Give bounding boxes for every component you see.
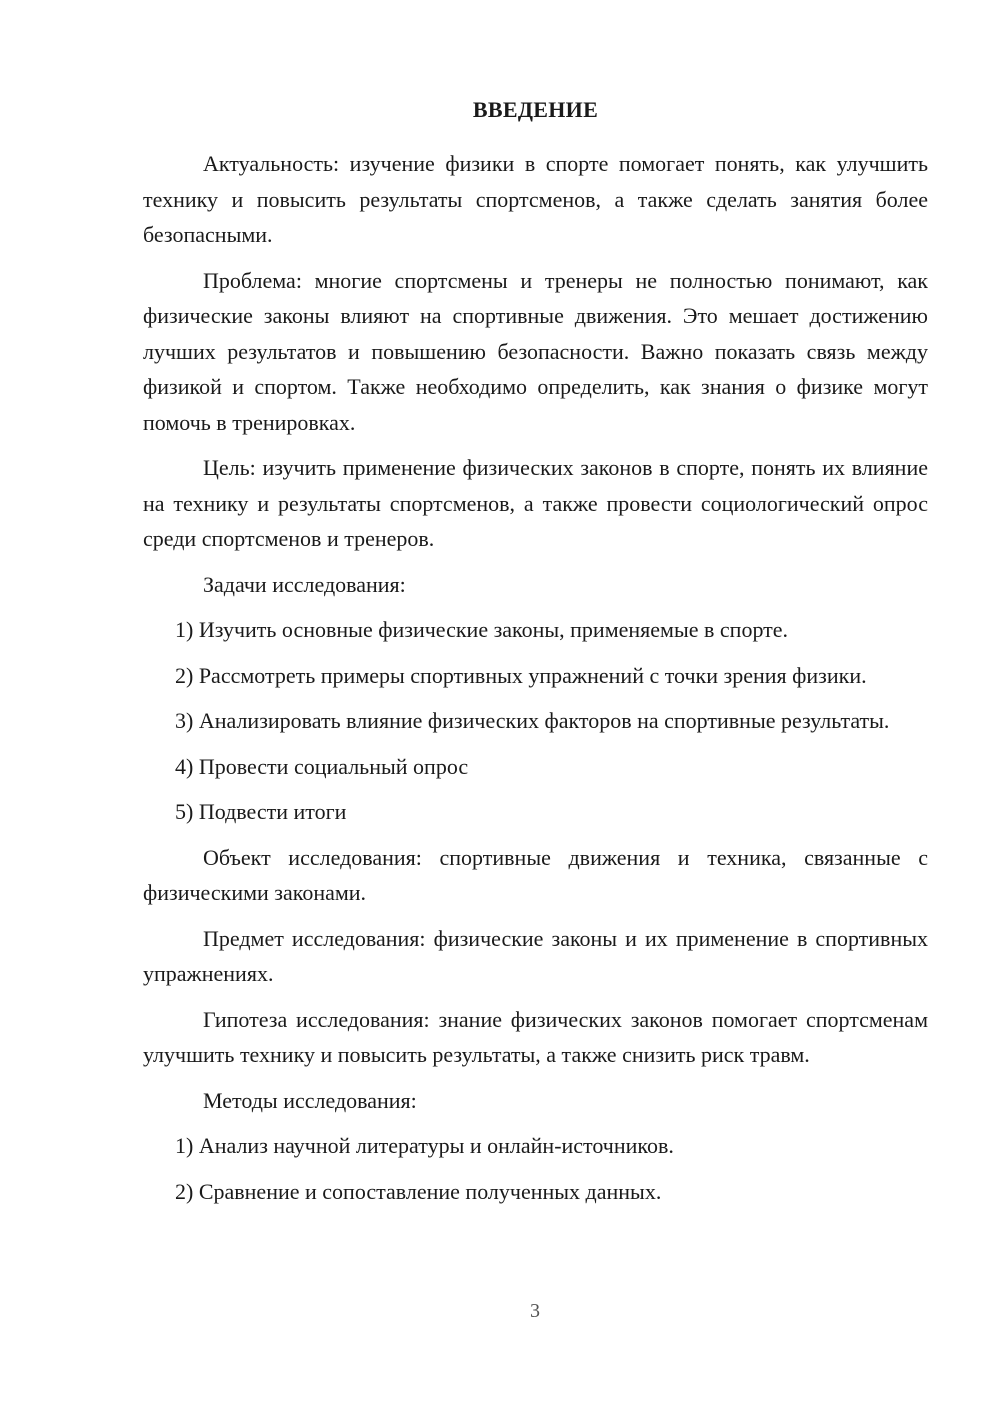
page-title: ВВЕДЕНИЕ xyxy=(472,97,599,122)
task-item-1: 1) Изучить основные физические законы, применяемые в спорте. xyxy=(175,617,789,642)
method-item-1: 1) Анализ научной литературы и онлайн-источников. xyxy=(175,1133,674,1158)
problem-paragraph: Проблема: многие спортсмены и тренеры не полностью понимают, как физические законы влияют на спортивные движения. Это мешает достижению лучших результатов и повышению безопасности. Важно показать связь между физикой и спортом. Также необходимо определить, как знания о физике могут помочь в тренировках. xyxy=(143,267,928,435)
task-item-4: 4) Провести социальный опрос xyxy=(175,753,469,779)
methods-heading: Методы исследования: xyxy=(203,1087,417,1113)
task-item-2: 2) Рассмотреть примеры спортивных упражнений с точки зрения физики. xyxy=(175,662,867,688)
document-page xyxy=(143,92,928,1219)
task-item-3: 3) Анализировать влияние физических факторов на спортивные результаты. xyxy=(175,708,890,733)
object-paragraph: Объект исследования: спортивные движения и техника, связанные с физическими законами. xyxy=(143,844,928,905)
subject-paragraph: Предмет исследования: физические законы и их применение в спортивных упражнениях. xyxy=(143,925,928,986)
method-item-2: 2) Сравнение и сопоставление полученных данных. xyxy=(175,1178,662,1204)
hypothesis-paragraph: Гипотеза исследования: знание физических законов помогает спортсменам улучшить технику и повысить результаты, а также снизить риск травм. xyxy=(143,1006,928,1067)
relevance-paragraph: Актуальность: изучение физики в спорте помогает понять, как улучшить технику и повысить результаты спортсменов, а также сделать занятия более безопасными. xyxy=(143,151,928,247)
tasks-heading: Задачи исследования: xyxy=(203,571,406,597)
task-item-5: 5) Подвести итоги xyxy=(175,799,347,824)
goal-paragraph: Цель: изучить применение физических законов в спорте, понять их влияние на технику и результаты спортсменов, а также провести социологический опрос среди спортсменов и тренеров. xyxy=(143,455,928,551)
page-number: 3 xyxy=(530,1300,540,1322)
